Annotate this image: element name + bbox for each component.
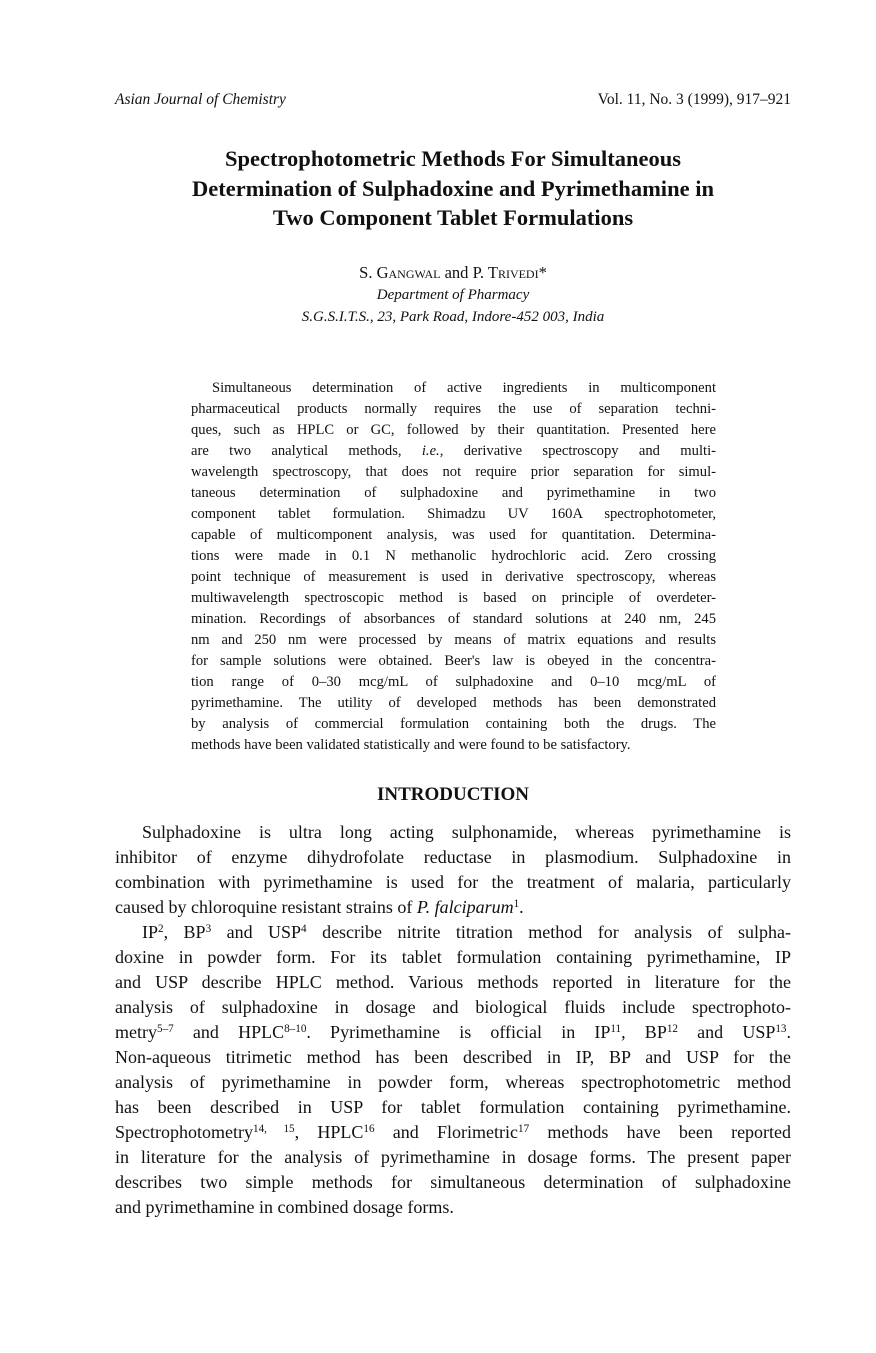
abstract-line: multiwavelength spectroscopic method is based on principle of overdeter- [191, 590, 716, 606]
abstract-line: capable of multicomponent analysis, was used for quantitation. Determina- [191, 527, 716, 543]
citation: 11 [610, 1022, 622, 1035]
title-line-2: Determination of Sulphadoxine and Pyrimethamine in [192, 175, 714, 201]
running-header [115, 91, 791, 113]
journal-name: Asian Journal of Chemistry [115, 91, 286, 108]
abstract-line: Simultaneous determination of active ingredients in multicomponent [212, 380, 716, 396]
abstract-line: tion range of 0–30 mcg/mL of sulphadoxine and 0–10 mcg/mL of [191, 674, 716, 690]
citation: 8–10 [284, 1022, 307, 1035]
section-heading-introduction: INTRODUCTION [376, 784, 530, 805]
citation: 5–7 [157, 1022, 174, 1035]
citation: 1 [513, 897, 520, 910]
abstract-line: wavelength spectroscopy, that does not require prior separation for simul- [191, 464, 716, 480]
citation: 4 [301, 922, 307, 935]
abstract-line: point technique of measurement is used in derivative spectroscopy, whereas [191, 569, 716, 585]
body-line: analysis of sulphadoxine in dosage and biological fluids include spectrophoto- [115, 997, 791, 1017]
body-line: combination with pyrimethamine is used for the treatment of malaria, particularly [115, 872, 791, 892]
abstract-line: for sample solutions were obtained. Beer's law is obeyed in the concentra- [191, 653, 716, 669]
citation: 2 [158, 922, 164, 935]
abstract-line: methods have been validated statistically and were found to be satisfactory. [191, 737, 631, 753]
affiliation-department: Department of Pharmacy [376, 287, 530, 303]
body-line: inhibitor of enzyme dihydrofolate reductase in plasmodium. Sulphadoxine in [115, 847, 791, 867]
author-2: P. Trivedi* [472, 263, 547, 282]
body-line: and USP describe HPLC method. Various methods reported in literature for the [115, 972, 791, 992]
abstract-line: ques, such as HPLC or GC, followed by their quantitation. Presented here [191, 422, 716, 438]
author-1: S. Gangwal [359, 263, 441, 282]
body-line: metry$^{5-7}$ and HPLC$^{8-10}$. Pyrimethamine is official in IP$^{11}$, BP$^{12}$ and USP$^{13}$. [115, 1022, 791, 1042]
citation: 14, 15 [252, 1122, 295, 1135]
title-line-1: Spectrophotometric Methods For Simultaneous [224, 146, 682, 171]
abstract-line: pyrimethamine. The utility of developed methods has been demonstrated [191, 695, 716, 711]
body-line: Sulphadoxine is ultra long acting sulphonamide, whereas pyrimethamine is [142, 822, 791, 842]
body-line: $IP^2$, $BP^3$ and USP$^4$ describe nitrite titration method for analysis of sulpha- [142, 922, 792, 942]
body-line: doxine in powder form. For its tablet formulation containing pyrimethamine, IP [115, 947, 791, 967]
body-line: Non-aqueous titrimetic method has been described in IP, BP and USP for the [115, 1047, 791, 1067]
body-line: caused by chloroquine resistant strains of P. falciparum$^1$. [115, 897, 524, 917]
body-line: and pyrimethamine in combined dosage forms. [115, 1197, 454, 1217]
body-line: has been described in USP for tablet formulation containing pyrimethamine. [115, 1097, 791, 1117]
abstract-line: by analysis of commercial formulation containing both the drugs. The [191, 716, 716, 732]
volume-info: Vol. 11, No. 3 (1999), 917–921 [597, 91, 791, 108]
abstract-line: component tablet formulation. Shimadzu UV 160A spectrophotometer, [191, 506, 716, 522]
citation: 3 [205, 922, 212, 935]
abstract [191, 378, 716, 756]
abstract-line: tions were made in 0.1 N methanolic hydrochloric acid. Zero crossing [191, 548, 716, 564]
citation: 16 [363, 1122, 375, 1135]
body-line: in literature for the analysis of pyrimethamine in dosage forms. The present paper [115, 1147, 791, 1167]
body-line: analysis of pyrimethamine in powder form, whereas spectrophotometric method [115, 1072, 791, 1092]
citation: 13 [775, 1022, 787, 1035]
abstract-line: pharmaceutical products normally requires the use of separation techni- [191, 401, 716, 417]
citation: 17 [518, 1122, 530, 1135]
affiliation-address: S.G.S.I.T.S., 23, Park Road, Indore-452 003, India [301, 309, 605, 325]
introduction-body [115, 820, 791, 1220]
citation: 12 [666, 1022, 678, 1035]
abstract-line: are two analytical methods, i.e., derivative spectroscopy and multi- [191, 443, 716, 459]
title-line-3: Two Component Tablet Formulations [272, 205, 634, 230]
abstract-line: mination. Recordings of absorbances of standard solutions at 240 nm, 245 [191, 611, 716, 627]
author-conjunction: and [444, 263, 469, 282]
author-list [115, 263, 791, 283]
body-line: Spectrophotometry$^{14, 15}$, HPLC$^{16}$ and Florimetric$^{17}$ methods have been reported [115, 1122, 792, 1142]
paper-title [115, 144, 791, 233]
abstract-line: taneous determination of sulphadoxine and pyrimethamine in two [191, 485, 716, 501]
abstract-line: nm and 250 nm were processed by means of matrix equations and results [191, 632, 716, 648]
body-line: describes two simple methods for simultaneous determination of sulphadoxine [115, 1172, 791, 1192]
